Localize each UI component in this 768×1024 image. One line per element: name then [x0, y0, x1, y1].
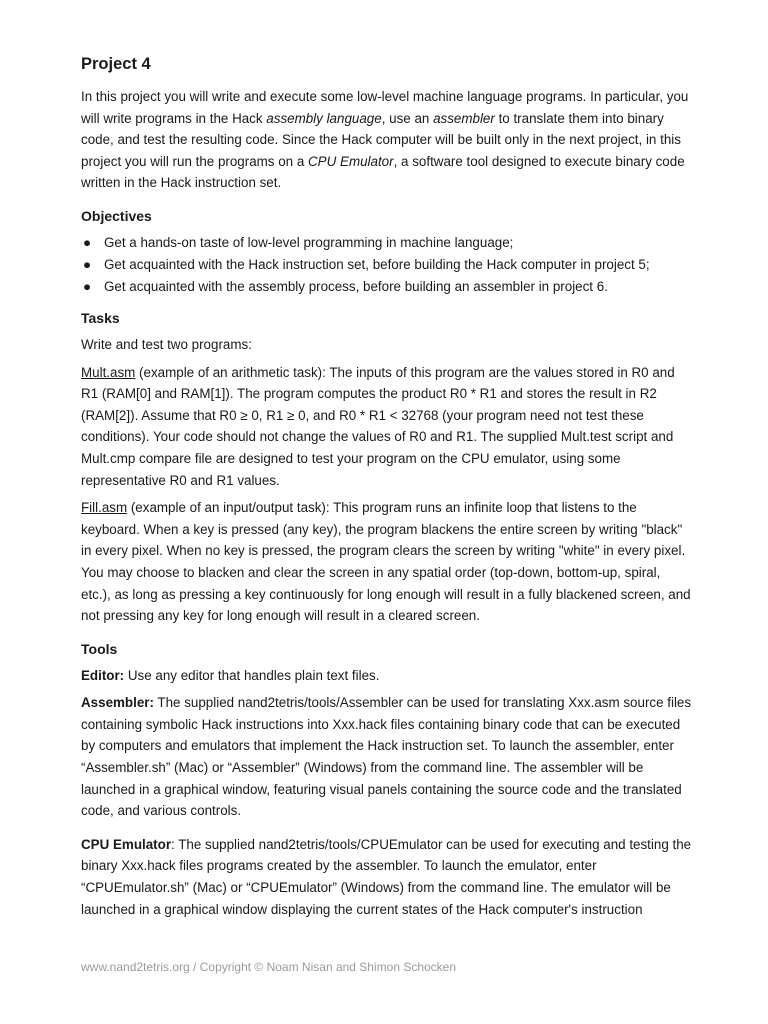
editor-label: Editor:	[81, 667, 125, 683]
bullet-icon: ●	[83, 234, 92, 250]
intro-text-4: , a software tool designed to execute binary code written in the Hack instruction set.	[81, 153, 685, 191]
intro-text-3: to translate them into binary code, and test the resulting code. Since the Hack computer will be built only in the next project, in this project you will run the programs on a	[81, 110, 681, 169]
document-page	[81, 52, 693, 926]
cpu-emulator-paragraph	[81, 834, 693, 920]
tasks-heading: Tasks	[81, 309, 120, 326]
editor-text: Use any editor that handles plain text files.	[124, 667, 380, 683]
tasks-lead: Write and test two programs:	[81, 336, 252, 352]
list-item	[81, 276, 693, 298]
intro-assembly-language: assembly language	[266, 110, 382, 126]
objective-text: Get a hands-on taste of low-level programming in machine language;	[104, 234, 514, 250]
intro-assembler: assembler	[433, 110, 495, 126]
intro-text-2: , use an	[381, 110, 434, 126]
list-item	[81, 232, 693, 254]
intro-text-1: In this project you will write and execute some low-level machine language programs. In particular, you will write programs in the Hack	[81, 89, 689, 126]
list-item	[81, 254, 693, 276]
bullet-icon: ●	[83, 256, 92, 272]
page-footer: www.nand2tetris.org / Copyright © Noam Nisan and Shimon Schocken	[81, 960, 457, 974]
assembler-text: The supplied nand2tetris/tools/Assembler can be used for translating Xxx.asm source files containing symbolic Hack instructions into Xxx.hack files containing binary code that can be executed by computers and emulators that implement the Hack instruction set. To launch the assembler, enter “Assembler.sh” (Mac) or “Assembler” (Windows) from the command line. The assembler will be launched in a graphical window, featuring visual panels containing the source code and the translated code, and various controls.	[81, 695, 692, 819]
fill-task-text: (example of an input/output task): This program runs an infinite loop that listens to the keyboard. When a key is pressed (any key), the program blackens the entire screen by writing "black" in every pixel. When no key is pressed, the program clears the screen by writing "white" in every pixel. You may choose to blacken and clear the screen in any spatial order (top-down, bottom-up, spiral, etc.), as long as pressing a key continuously for long enough will result in a fully blackened screen, and not pressing any key for long enough will result in a cleared screen.	[81, 500, 691, 624]
objectives-heading: Objectives	[81, 207, 152, 224]
mult-task-text: (example of an arithmetic task): The inputs of this program are the values stored in R0 and R1 (RAM[0] and RAM[1]). The program computes the product R0 * R1 and stores the result in R2 (RAM[2]). Assume that R0 ≥ 0, R1 ≥ 0, and R0 * R1 < 32768 (your program need not test these conditions). Your code should not change the values of R0 and R1. The supplied Mult.test script and Mult.cmp compare file are designed to test your program on the CPU emulator, using some representative R0 and R1 values.	[81, 364, 675, 488]
fill-task-paragraph	[81, 497, 693, 627]
mult-task-paragraph	[81, 362, 693, 492]
mult-file-name: Mult.asm	[81, 364, 136, 380]
cpu-emulator-label: CPU Emulator	[81, 836, 172, 852]
tools-heading: Tools	[81, 640, 118, 657]
bullet-icon: ●	[83, 278, 92, 294]
objective-text: Get acquainted with the assembly process, before building an assembler in project 6.	[104, 278, 608, 294]
cpu-emulator-text: : The supplied nand2tetris/tools/CPUEmulator can be used for executing and testing the binary Xxx.hack files programs created by the assembler. To launch the emulator, enter “CPUEmulator.sh” (Mac) or “CPUEmulator” (Windows) from the command line. The emulator will be launched in a graphical window displaying the current states of the Hack computer's instruction	[81, 836, 692, 917]
assembler-label: Assembler:	[81, 695, 154, 711]
fill-file-name: Fill.asm	[81, 500, 128, 516]
editor-paragraph	[81, 665, 693, 687]
intro-paragraph	[81, 86, 693, 194]
objective-text: Get acquainted with the Hack instruction set, before building the Hack computer in project 5;	[104, 256, 650, 272]
page-title: Project 4	[81, 55, 151, 73]
objectives-list	[81, 232, 693, 298]
assembler-paragraph	[81, 692, 693, 822]
intro-cpu-emulator: CPU Emulator	[308, 153, 394, 169]
